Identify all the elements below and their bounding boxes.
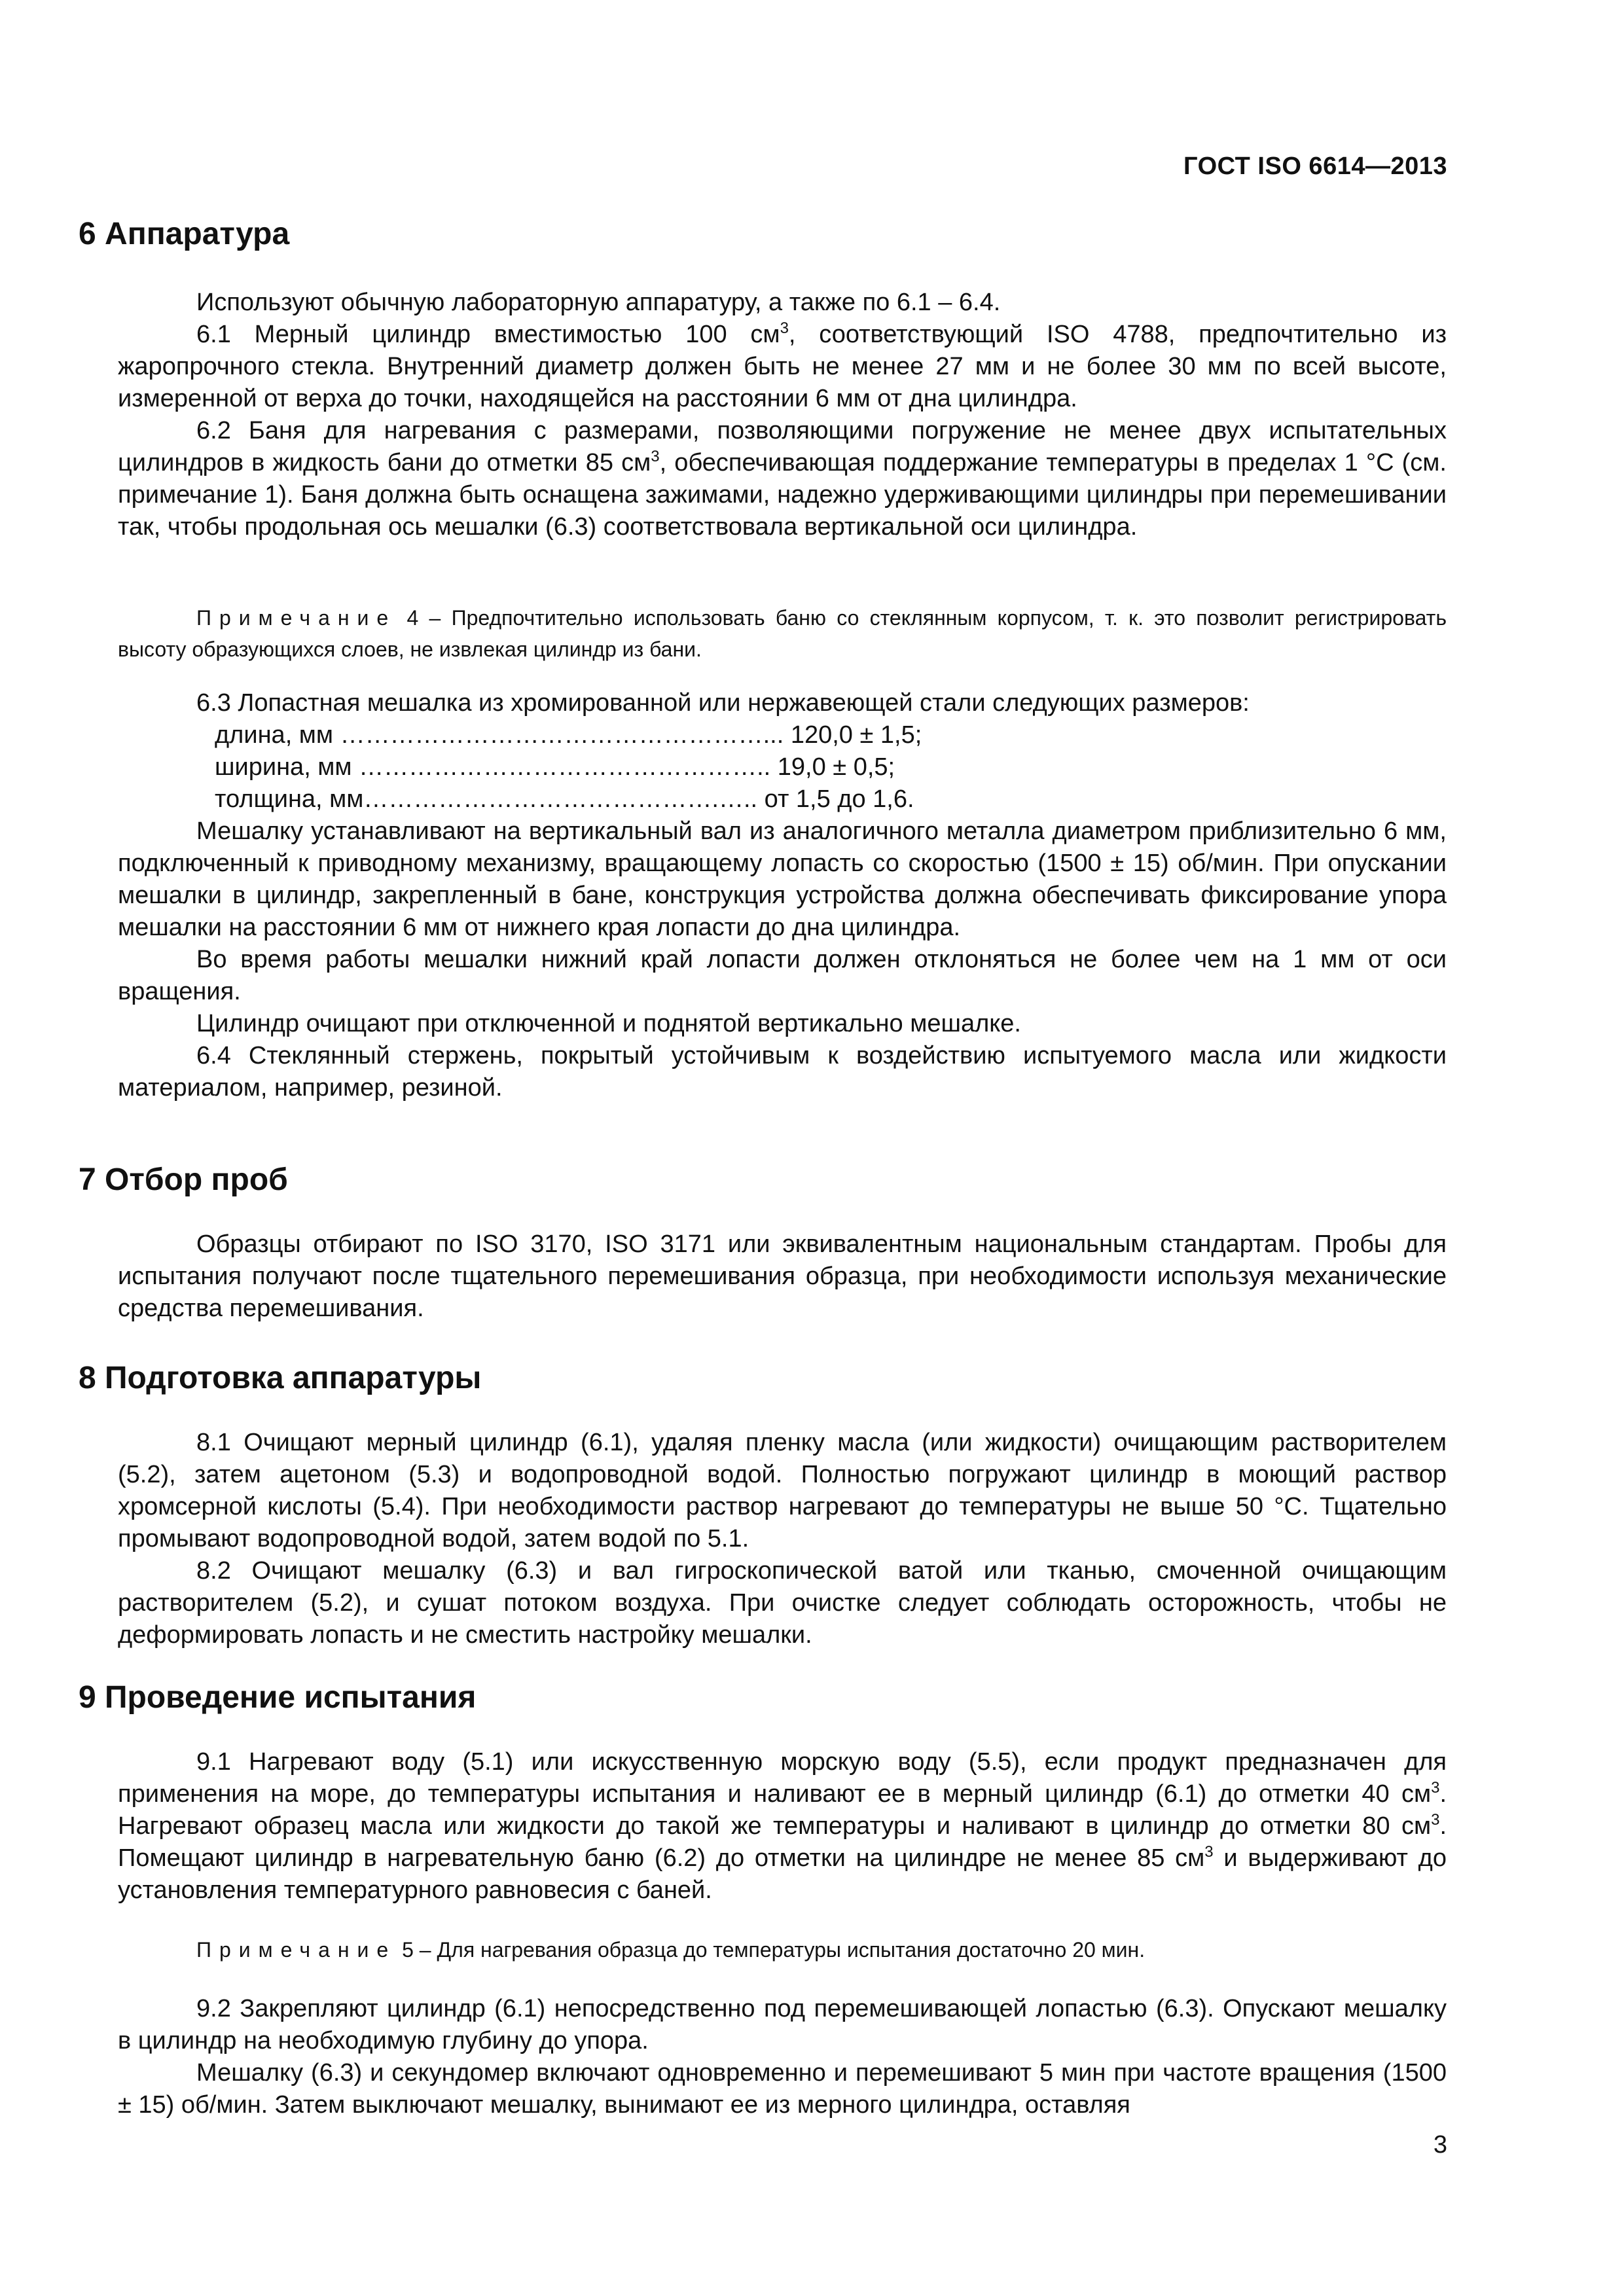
clause-6-2: 6.2 Баня для нагревания с размерами, позволяющими погружение не менее двух испытательных цилиндров в жидкость бани до отметки 85 $см^3$, обеспечивающая поддержание температуры в пределах 1 °С (см. примечание 1). Баня должна быть оснащена зажимами, надежно удерживающими цилиндры при перемешивании так, чтобы продольная ось мешалки (6.3) соответствовала вертикальной оси цилиндра.	[118, 417, 1447, 541]
dimension-width: ширина, мм ………………………………………….. 19,0 ± 0,5;	[215, 753, 895, 781]
superscript: 3	[1431, 1811, 1440, 1829]
section-6-body	[118, 287, 1447, 543]
document-id: ГОСТ ISO 6614—2013	[1183, 152, 1447, 180]
dimension-thickness: толщина, мм…………………………………….….. от 1,5 до 1,6.	[215, 785, 914, 813]
clause-6-3-block	[118, 687, 1447, 1104]
section-7-paragraph: Образцы отбирают по ISO 3170, ISO 3171 или эквивалентным национальным стандартам. Пробы для испытания получают после тщательного перемешивания образца, при необходимости используя механические средства перемешивания.	[118, 1230, 1447, 1322]
note-label: Примечание	[196, 1938, 397, 1962]
section-8-body	[118, 1427, 1447, 1651]
superscript: 3	[780, 319, 789, 337]
note-4	[118, 602, 1447, 665]
section-9-title: 9 Проведение испытания	[79, 1680, 477, 1715]
note-text: 4 – Предпочтительно использовать баню со стеклянным корпусом, т. к. это позволит регистрировать высоту образующихся слоев, не извлекая цилиндр из бани.	[118, 606, 1447, 661]
dimension-length: длина, мм ……………………………………………... 120,0 ± 1,5;	[215, 721, 922, 749]
clause-6-1: 6.1 Мерный цилиндр вместимостью 100 $см^3$, соответствующий ISO 4788, предпочтительно из жаропрочного стекла. Внутренний диаметр должен быть не менее 27 мм и не более 30 мм по всей высоте, измеренной от верха до точки, находящейся на расстоянии 6 мм от дна цилиндра.	[118, 319, 1447, 412]
clause-8-2: 8.2 Очищают мешалку (6.3) и вал гигроскопической ватой или тканью, смоченной очищающим растворителем (5.2), и сушат потоком воздуха. При очистке следует соблюдать осторожность, чтобы не деформировать лопасть и не сместить настройку мешалки.	[118, 1557, 1447, 1649]
section-6-title: 6 Аппаратура	[79, 217, 290, 251]
clause-6-3-deviation: Во время работы мешалки нижний край лопасти должен отклоняться не более чем на 1 мм от оси вращения.	[118, 946, 1447, 1005]
section-6-intro: Используют обычную лабораторную аппаратуру, а также по 6.1 – 6.4.	[196, 289, 1001, 316]
section-8-title: 8 Подготовка аппаратуры	[79, 1361, 482, 1395]
note-5	[118, 1934, 1447, 1965]
page-number: 3	[1433, 2131, 1447, 2159]
superscript: 3	[1204, 1843, 1214, 1861]
clause-8-1: 8.1 Очищают мерный цилиндр (6.1), удаляя пленку масла (или жидкости) очищающим растворителем (5.2), затем ацетоном (5.3) и водопроводной водой. Полностью погружают цилиндр в моющий раствор хромсерной кислоты (5.4). При необходимости раствор нагревают до температуры не выше 50 °С. Тщательно промывают водопроводной водой, затем водой по 5.1.	[118, 1429, 1447, 1552]
superscript: 3	[1431, 1779, 1440, 1797]
clause-6-3: 6.3 Лопастная мешалка из хромированной или нержавеющей стали следующих размеров:	[196, 689, 1250, 717]
note-label: Примечание	[196, 606, 397, 630]
clause-6-3-mount: Мешалку устанавливают на вертикальный вал из аналогичного металла диаметром приблизительно 6 мм, подключенный к приводному механизму, вращающему лопасть со скоростью (1500 ± 15) об/мин. При опускании мешалки в цилиндр, закрепленный в бане, конструкция устройства должна обеспечивать фиксирование упора мешалки на расстоянии 6 мм от нижнего края лопасти до дна цилиндра.	[118, 817, 1447, 941]
note-text: 5 – Для нагревания образца до температуры испытания достаточно 20 мин.	[402, 1938, 1146, 1962]
section-7-title: 7 Отбор проб	[79, 1162, 288, 1197]
superscript: 3	[651, 448, 660, 465]
clause-9-2-block	[118, 1993, 1447, 2121]
section-9-body	[118, 1746, 1447, 1907]
clause-9-2: 9.2 Закрепляют цилиндр (6.1) непосредственно под перемешивающей лопастью (6.3). Опускают мешалку в цилиндр на необходимую глубину до упора.	[118, 1995, 1447, 2054]
clause-6-3-cleaning: Цилиндр очищают при отключенной и поднятой вертикально мешалке.	[196, 1010, 1021, 1037]
clause-9-1: 9.1 Нагревают воду (5.1) или искусственную морскую воду (5.5), если продукт предназначен для применения на море, до температуры испытания и наливают ее в мерный цилиндр (6.1) до отметки 40 $см^3$. Нагревают образец масла или жидкости до такой же температуры и наливают в цилиндр до отметки 80 $см^3$. Помещают цилиндр в нагревательную баню (6.2) до отметки на цилиндре не менее 85 $см^3$ и выдерживают до установления температурного равновесия с баней.	[118, 1748, 1447, 1904]
clause-9-2-stirring: Мешалку (6.3) и секундомер включают одновременно и перемешивают 5 мин при частоте вращения (1500 ± 15) об/мин. Затем выключают мешалку, вынимают ее из мерного цилиндра, оставляя	[118, 2059, 1447, 2119]
section-7-body	[118, 1229, 1447, 1325]
clause-6-4: 6.4 Стеклянный стержень, покрытый устойчивым к воздействию испытуемого масла или жидкости материалом, например, резиной.	[118, 1042, 1447, 1102]
